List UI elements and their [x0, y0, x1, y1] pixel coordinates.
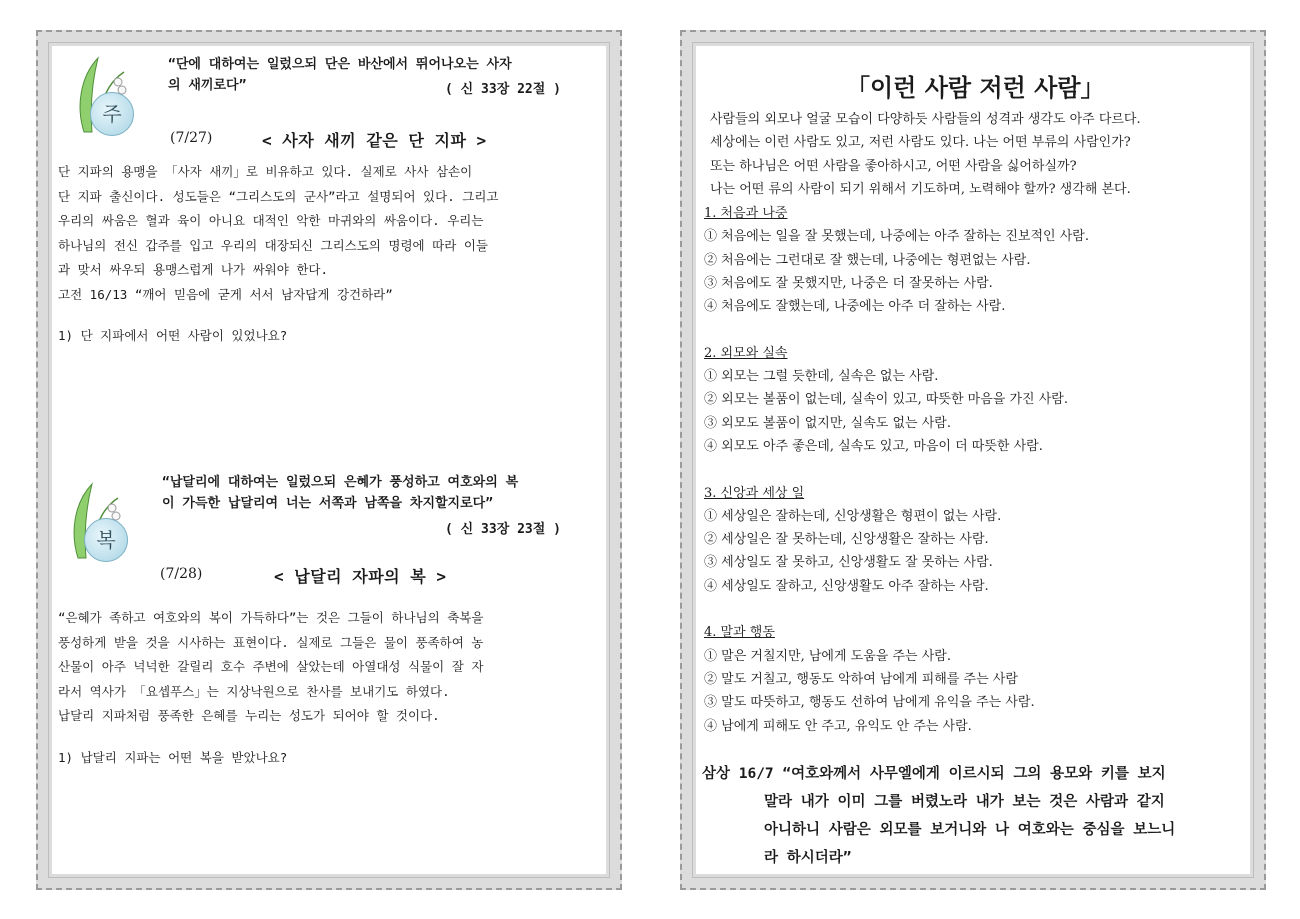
list-item: ② 처음에는 그런대로 잘 했는데, 나중에는 형편없는 사람. — [704, 252, 1031, 268]
paragraph-line: 하나님의 전신 갑주를 입고 우리의 대장되신 그리스도의 명령에 따라 이들 — [58, 237, 488, 253]
section-heading: 3. 신앙과 세상 일 — [704, 485, 805, 501]
verse-line: 아니하니 사람은 외모를 보거니와 나 여호와는 중심을 보느니 — [764, 822, 1176, 838]
section-heading: 4. 말과 행동 — [704, 625, 775, 641]
paragraph-line: 우리의 싸움은 혈과 육이 아니요 대적인 악한 마귀와의 싸움이다. 우리는 — [58, 213, 484, 228]
list-item: ④ 외모도 아주 좋은데, 실속도 있고, 마음이 더 따뜻한 사람. — [704, 438, 1043, 454]
verse-line: 라 하시더라” — [764, 850, 852, 866]
verse-line: 이 가득한 납달리여 너는 서쪽과 남쪽을 차지할지로다” — [162, 496, 494, 511]
section-title: < 사자 새끼 같은 단 지파 > — [262, 131, 487, 150]
paragraph-line: 과 맞서 싸우되 용맹스럽게 나가 싸워야 한다. — [58, 262, 329, 277]
section-heading: 2. 외모와 실속 — [704, 345, 788, 361]
list-item: ① 처음에는 일을 잘 못했는데, 나중에는 아주 잘하는 진보적인 사람. — [704, 229, 1089, 245]
left-page — [36, 30, 622, 890]
list-item: ④ 처음에도 잘했는데, 나중에는 아주 더 잘하는 사람. — [704, 299, 1006, 315]
paragraph-line: 산물이 아주 넉넉한 갈릴리 호수 주변에 살았는데 아열대성 식물이 잘 자 — [58, 659, 484, 674]
verse-reference: ( 신 33장 23절 ) — [445, 522, 561, 537]
date-label: (7/27) — [170, 130, 213, 146]
question: 1) 납달리 지파는 어떤 복을 받았나요? — [58, 750, 288, 765]
right-page — [680, 30, 1266, 890]
verse-line: 삼상 16/7 “여호와께서 사무엘에게 이르시되 그의 용모와 키를 보지 — [702, 766, 1166, 782]
date-label: (7/28) — [160, 566, 203, 582]
list-item: ① 말은 거칠지만, 남에게 도움을 주는 사람. — [704, 648, 951, 664]
list-item: ③ 처음에도 잘 못했지만, 나중은 더 잘못하는 사람. — [704, 275, 993, 291]
section-title: < 납달리 자파의 복 > — [274, 567, 447, 586]
paragraph-line: “은혜가 족하고 여호와의 복이 가득하다”는 것은 그들이 하나님의 축복을 — [58, 610, 484, 625]
page-title: 「이런 사람 저런 사람」 — [846, 74, 1105, 102]
seal-badge: 주 — [90, 92, 134, 136]
list-item: ② 세상일은 잘 못하는데, 신앙생활은 잘하는 사람. — [704, 532, 989, 548]
intro-paragraph — [710, 108, 1141, 201]
intro-line: 사람들의 외모나 얼굴 모습이 다양하듯 사람들의 성격과 생각도 아주 다르다. — [710, 112, 1141, 127]
verse-line: 의 새끼로다” — [168, 78, 247, 93]
paragraph-line: 단 지파의 용맹을 「사자 새끼」로 비유하고 있다. 실제로 사사 삼손이 — [58, 164, 473, 179]
verse-reference: ( 신 33장 22절 ) — [445, 82, 561, 97]
paragraph-line: 풍성하게 받을 것을 시사하는 표현이다. 실제로 그들은 물이 풍족하여 농 — [58, 634, 484, 650]
paragraph — [58, 606, 608, 729]
lily-flower-icon — [70, 52, 130, 142]
question: 1) 단 지파에서 어떤 사람이 있었나요? — [58, 328, 288, 343]
list-item: ④ 남에게 피해도 안 주고, 유익도 안 주는 사람. — [704, 718, 972, 734]
verse-line: “단에 대하여는 일렀으되 단은 바산에서 뛰어나오는 사자 — [168, 57, 512, 72]
list-item: ① 세상일은 잘하는데, 신앙생활은 형편이 없는 사람. — [704, 508, 1002, 524]
list-item: ④ 세상일도 잘하고, 신앙생활도 아주 잘하는 사람. — [704, 578, 989, 594]
list-item: ③ 세상일도 잘 못하고, 신앙생활도 잘 못하는 사람. — [704, 555, 993, 571]
paragraph — [58, 160, 608, 307]
list-item: ② 말도 거칠고, 행동도 악하여 남에게 피해를 주는 사람 — [704, 671, 1018, 687]
list-item: ③ 말도 따뜻하고, 행동도 선하여 남에게 유익을 주는 사람. — [704, 695, 1035, 711]
verse-quote — [162, 472, 612, 514]
category-list — [704, 202, 1089, 738]
paragraph-line: 단 지파 출신이다. 성도들은 “그리스도의 군사”라고 설명되어 있다. 그리고 — [58, 188, 499, 204]
list-item: ① 외모는 그럴 듯한데, 실속은 없는 사람. — [704, 369, 939, 385]
intro-line: 세상에는 이런 사람도 있고, 저런 사람도 있다. 나는 어떤 부류의 사람인가? — [710, 135, 1131, 151]
intro-line: 또는 하나님은 어떤 사람을 좋아하시고, 어떤 사람을 싫어하실까? — [710, 158, 1077, 174]
paragraph-line: 고전 16/13 “깨어 믿음에 굳게 서서 남자답게 강건하라” — [58, 286, 393, 302]
list-item: ② 외모는 볼품이 없는데, 실속이 있고, 따뜻한 마음을 가진 사람. — [704, 392, 1068, 408]
verse-quote — [702, 760, 1248, 872]
intro-line: 나는 어떤 류의 사람이 되기 위해서 기도하며, 노력해야 할까? 생각해 본다. — [710, 181, 1131, 197]
list-item: ③ 외모도 볼품이 없지만, 실속도 없는 사람. — [704, 415, 951, 431]
verse-line: 말라 내가 이미 그를 버렸노라 내가 보는 것은 사람과 같지 — [764, 794, 1165, 810]
section-heading: 1. 처음과 나중 — [704, 206, 788, 221]
seal-badge: 복 — [84, 518, 128, 562]
paragraph-line: 납달리 지파처럼 풍족한 은혜를 누리는 성도가 되어야 할 것이다. — [58, 708, 440, 723]
paragraph-line: 라서 역사가 「요셉푸스」는 지상낙원으로 찬사를 보내기도 하였다. — [58, 683, 450, 699]
verse-line: “납달리에 대하여는 일렀으되 은혜가 풍성하고 여호와의 복 — [162, 475, 519, 490]
lily-flower-icon — [64, 478, 124, 568]
